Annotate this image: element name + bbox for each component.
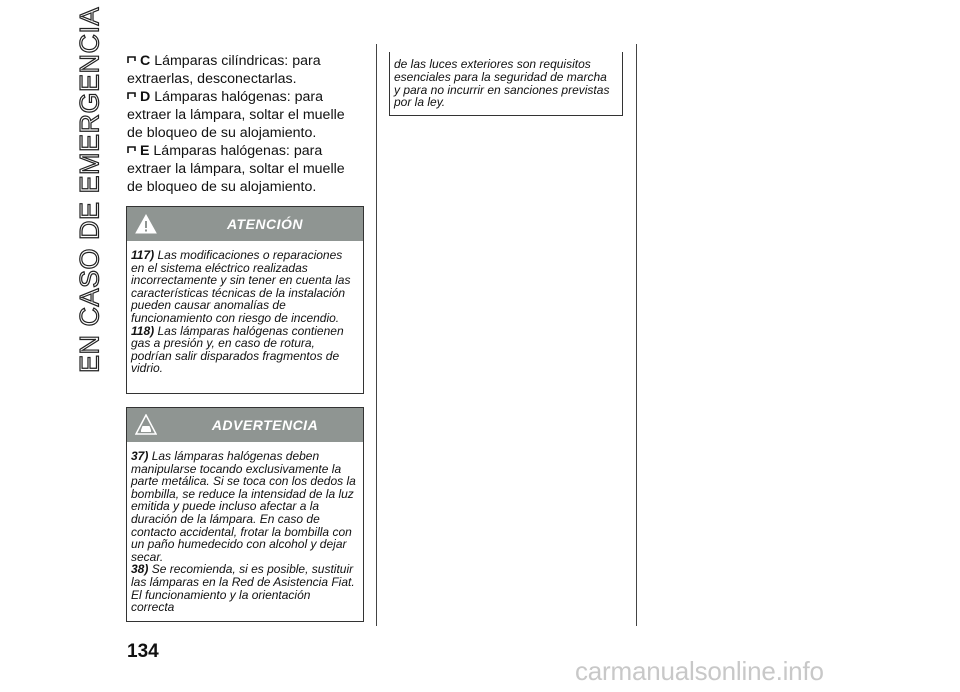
column-divider-left — [376, 44, 377, 626]
note-number: 37) — [131, 449, 149, 463]
note-text: Las lámparas halógenas deben manipularse tocando exclusivamente la parte metálica. Si se toca con los dedos la bombilla, se reduce la intensidad de la luz emitida y puede incluso afectar a la duración de la lámpara. En caso de contacto accidental, frotar la bombilla con un paño humedecido con alcohol y dejar secar. — [131, 449, 356, 564]
column-divider-right — [636, 44, 637, 626]
section-side-title-text: EN CASO DE EMERGENCIA — [74, 6, 105, 374]
list-item — [127, 52, 363, 88]
site-watermark: carmanualsonline.info — [575, 656, 824, 686]
continuation-box — [389, 52, 623, 116]
advertencia-box — [126, 407, 364, 622]
warning-header — [127, 207, 363, 241]
note-number: 117) — [131, 248, 155, 262]
note-number: 38) — [131, 562, 149, 577]
page-number: 134 — [127, 641, 159, 662]
advertencia-body — [127, 442, 363, 620]
note-number: 118) — [131, 323, 155, 338]
warning-note — [131, 325, 357, 375]
item-text: Lámparas halógenas: para extraer la lámpara, soltar el muelle de bloqueo de su alojamiento. — [127, 143, 345, 195]
advertencia-header — [127, 408, 363, 442]
list-item — [127, 88, 363, 142]
section-side-title — [60, 6, 120, 374]
item-letter: E — [140, 143, 150, 159]
warning-body — [127, 241, 363, 381]
advertencia-note — [131, 563, 357, 613]
advertencia-title: ADVERTENCIA — [211, 417, 319, 433]
warning-title: ATENCIÓN — [226, 216, 304, 232]
continuation-text: de las luces exteriores son requisitos esenciales para la seguridad de marcha y para no incurrir en sanciones previstas por la ley. — [394, 57, 610, 110]
bullet-icon — [127, 146, 136, 154]
item-text: Lámparas halógenas: para extraer la lámpara, soltar el muelle de bloqueo de su alojamiento. — [127, 89, 345, 141]
lamp-steps-list — [127, 52, 363, 196]
note-text: Se recomienda, si es posible, sustituir las lámparas en la Red de Asistencia Fiat. El funcionamiento y la orientación correcta — [131, 562, 355, 615]
list-item — [127, 142, 363, 196]
bullet-icon — [127, 56, 136, 64]
warning-box — [126, 206, 364, 394]
item-letter: C — [140, 53, 151, 69]
note-text: Las modificaciones o reparaciones en el sistema eléctrico realizadas incorrectamente y sin tener en cuenta las características técnicas de la instalación pueden causar anomalías de funcionamiento con riesgo de incendio. — [131, 248, 351, 325]
advertencia-note — [131, 450, 357, 563]
bullet-icon — [127, 92, 136, 100]
item-letter: D — [140, 89, 151, 105]
item-text: Lámparas cilíndricas: para extraerlas, desconectarlas. — [127, 53, 321, 87]
warning-note — [131, 249, 357, 325]
note-text: Las lámparas halógenas contienen gas a presión y, en caso de rotura, podrían salir disparados fragmentos de vidrio. — [131, 323, 344, 376]
